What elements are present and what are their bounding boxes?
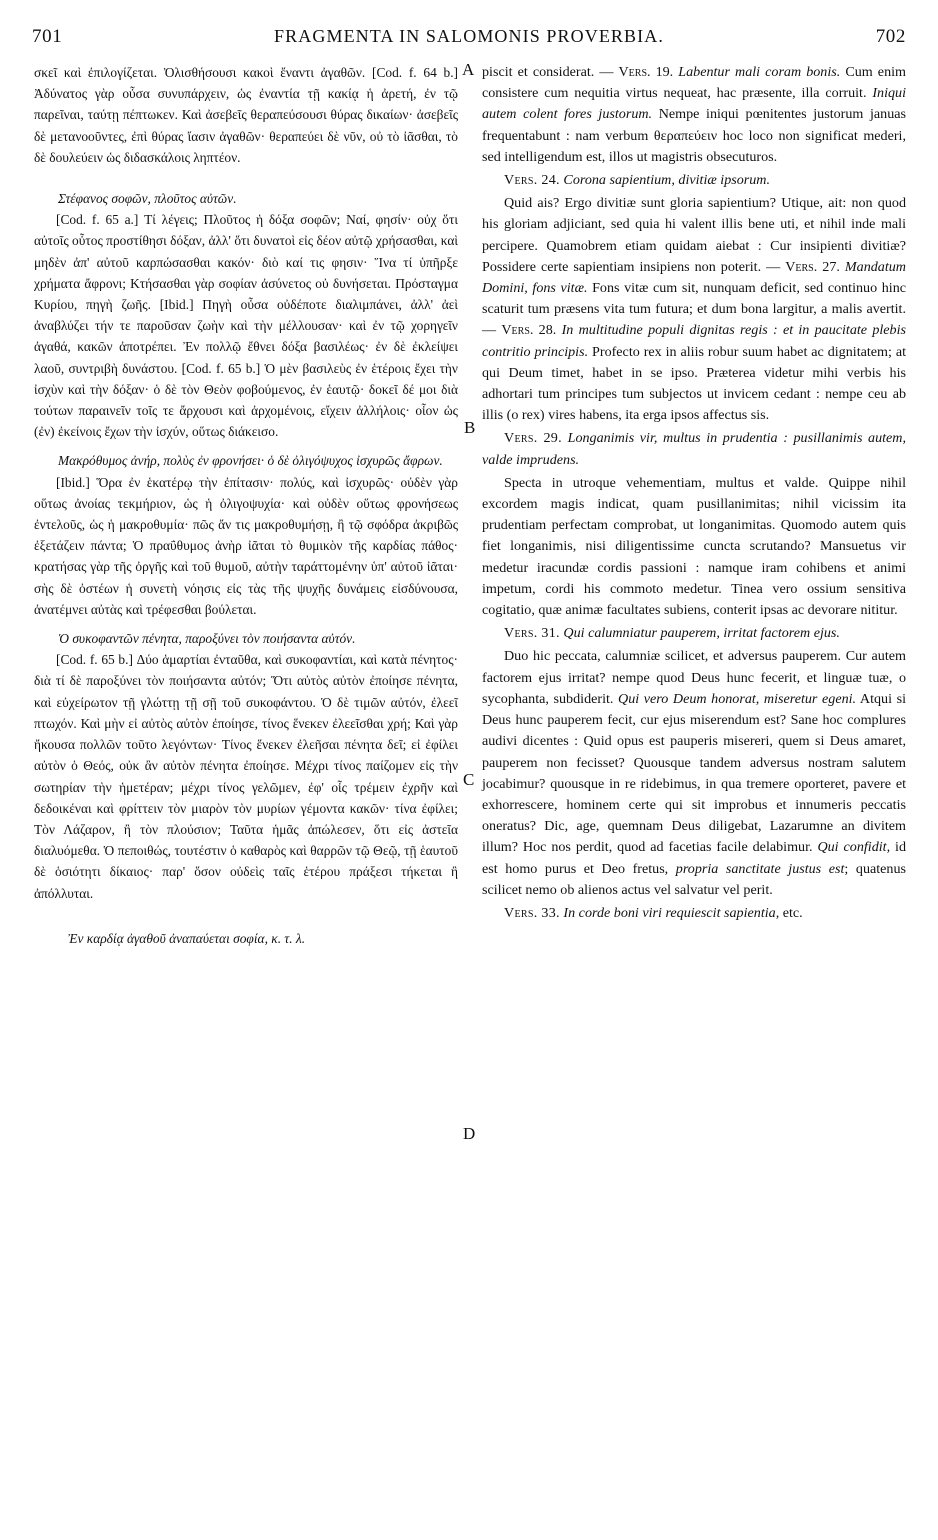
latin-text: Profecto rex in aliis robur suum habet ac dignitatem; at qui Deum timet, habet in se ipso. Præterea videtur mihi verbis his adhortari tum principes tum subjectos ut invicem cedant : nempe ceu ab illis (o rex) vires habens, ita erga ipsos affectus sis. bbox=[482, 343, 907, 424]
latin-lemma: Corona sapientium, divitiæ ipsorum. bbox=[563, 172, 771, 189]
running-head bbox=[32, 26, 906, 56]
latin-lemma: Labentur mali coram bonis. bbox=[673, 64, 841, 80]
latin-verse-heading bbox=[482, 428, 906, 470]
latin-text: Atqui si Deus hunc pauperem fecit, cur ejus miserendum est? Sane hoc complures audivi dicentes : Quid opus est pauperis misereri, quem si Deus amaret, pauperem non fecisset? Quousque tandem adversus nostram salutem jocabimur? quousque in re ridebimus, in qua tremere oporteret, pavere et exhorrescere, hominem certe qui sit improbus et innumeris peccatis oneratus? Dic, age, quemnam Deus diligebat, Lazarumne an divitem illum? Hoc nos perdit, quod ad facetias facile delabimur. bbox=[482, 690, 906, 856]
latin-lemma: Iniqui autem colent fores justorum. bbox=[482, 85, 906, 123]
latin-lemma: In multitudine populi dignitas regis : et in paucitate plebis contritio principis. bbox=[482, 322, 906, 360]
latin-text: etc. bbox=[779, 904, 803, 921]
latin-lemma: Mandatum Domini, fons vitæ. bbox=[482, 258, 906, 297]
latin-lemma: In corde boni viri requiescit sapientia, bbox=[563, 904, 780, 921]
latin-lemma: propria sanctitate justus est bbox=[675, 860, 845, 877]
latin-text: piscit et considerat. — bbox=[482, 64, 619, 80]
right-page-number: 702 bbox=[875, 26, 906, 47]
margin-letter-a: A bbox=[462, 60, 475, 79]
greek-closing-verse: Ἐν καρδίᾳ ἀγαθοῦ ἀναπαύεται σοφία, κ. τ. λ. bbox=[68, 930, 306, 946]
margin-letter-b: B bbox=[464, 418, 476, 437]
latin-text: Cum enim consistere cum nequitia virtus nequeat, hac præsente, illa corruit. bbox=[482, 64, 906, 102]
running-title: FRAGMENTA IN SALOMONIS PROVERBIA. bbox=[274, 26, 664, 46]
verse-label: Vers. 19. bbox=[618, 64, 674, 80]
latin-lemma: Qui vero Deum honorat, miseretur egeni. bbox=[618, 690, 857, 707]
latin-paragraph bbox=[482, 646, 906, 900]
latin-lemma: Qui calumniatur pauperem, irritat factorem ejus. bbox=[563, 625, 840, 642]
greek-paragraph: [Cod. f. 65 a.] Τί λέγεις; Πλοῦτος ἡ δόξα σοφῶν; Ναί, φησίν· οὐχ ὅτι αὐτοῖς οὗτος προστίθησι δόξαν, ἀλλ' ὅτι δυνατοὶ εἰς δέον αὐτῷ χρήσασθαι, καὶ μηδὲν ἀπ' αὐτοῦ καρπώσασθαι κακόν· διὸ καί τις φησιν· Ἵνα τί ὑπῆρξε χρήματα ἄφρονι; Κτήσασθαι γὰρ σοφίαν ἀσύνετος οὐ δυνήσεται. Πρόσταγμα Κυρίου, πηγὴ ζωῆς. [Ibid.] Πηγὴ οὖσα οὐδέποτε διαλιμπάνει, ἀλλ' ἀεὶ ἀναβλύζει τήν τε παροῦσαν ζωὴν καὶ τὴν μέλλουσαν· καὶ ἐν τῷ χορηγεῖν ἀγαθά, κακῶν ἀποτρέπει. Ἐν πολλῷ ἔθνει δόξα βασιλέως· ἐν δὲ ἐκλείψει λαοῦ, συντριβὴ δυνάστου. [Cod. f. 65 b.] Ὁ μὲν βασιλεὺς ἐν ἑτέροις ἔχει τὴν ἰσχὺν καὶ τὴν δόξαν· ὁ δὲ τὸν Θεὸν φοβούμενος, ἐν ἑαυτῷ· δοκεῖ δέ μοι διὰ τούτων παραινεῖν τοῖς τε ἄρχουσι καὶ ἀρχομένοις, εἴχειν ἀλλήλοις· οἷον ὡς (ἐν) ἐκείνοις ἔχων τὴν ἰσχύν, οὕτως διάκεισο. bbox=[34, 212, 458, 440]
margin-letter-d: D bbox=[463, 1124, 476, 1143]
verse-label: Vers. 24. bbox=[504, 172, 560, 189]
latin-verse-heading bbox=[482, 170, 906, 191]
latin-text: Nempe iniqui pœnitentes justorum januas frequentabunt : nam verbum θεραπεύειν hoc loco non significat mederi, sed intelligendum est, illos ut magistris obsecuturos. bbox=[482, 106, 906, 165]
latin-paragraph: Specta in utroque vehementiam, multus et valde. Quippe nihil excordem magis indicat, quam pusillanimitas; nihil vicissim ita prudentiam perfectam comprobat, ut longanimitas. Quomodo autem quis fiet longanimis, nisi diligentissime cuncta scrutando? Mansuetus vir medetur iracundæ cordis passioni : namque iram cohibens et animi impetum, cordi his commoto medetur. Tinea vero ossium sensitiva cogitatio, quæ animæ facultates subiens, conterit ipsas ac devorare nititur. bbox=[482, 474, 906, 619]
greek-verse-heading: Μακρόθυμος ἀνήρ, πολὺς ἐν φρονήσει· ὁ δὲ ὀλιγόψυχος ἰσχυρῶς ἄφρων. bbox=[58, 453, 443, 469]
latin-text: ; quatenus scilicet nemo ob alienos actus vel salvatur vel perit. bbox=[482, 860, 906, 898]
latin-lemma: Qui confidit, bbox=[817, 839, 891, 856]
greek-verse-heading: Στέφανος σοφῶν, πλοῦτος αὐτῶν. bbox=[58, 191, 237, 207]
latin-column bbox=[482, 62, 906, 924]
latin-lemma: Longanimis vir, multus in prudentia : pusillanimis autem, valde imprudens. bbox=[482, 430, 907, 468]
latin-text: Fons vitæ cum sit, nunquam deficit, sed continuo hinc scaturit tum præsens vita tum futura; et dum bona largitur, a malis avertit. — bbox=[482, 280, 906, 339]
verse-label: Vers. 31. bbox=[504, 625, 560, 642]
latin-text: Duo hic peccata, calumniæ scilicet, et adversus pauperem. Cur autem factorem ejus irritat? nempe quod Deus hunc fecerit, et linguæ tuæ, o sycophanta, subdiderit. bbox=[482, 648, 906, 707]
margin-letter-c: C bbox=[463, 770, 475, 789]
verse-label: Vers. 27. bbox=[785, 258, 840, 275]
greek-paragraph: [Cod. f. 65 b.] Δύο ἁμαρτίαι ἐνταῦθα, καὶ συκοφαντίαι, καὶ κατὰ πένητος· διὰ τί δὲ παροξύνει τὸν ποιήσαντα αὐτόν; Ὅτι αὐτὸς αὐτὸν ἐποίησε πένητα, καὶ εὐχείρωτον τῇ γλώττῃ τῇ σῇ τοῦ συκοφάντου. Ὁ δὲ τιμῶν αὐτόν, ἐλεεῖ πτωχόν. Καὶ μὴν εἰ αὐτὸς αὐτὸν ἐποίησε, τίνος ἕνεκεν ἐλεεῖσθαι χρή; Καὶ γὰρ ἤκουσα πολλῶν τοῦτο λεγόντων· Τίνος ἕνεκεν ἐλεῆσαι πένητα δεῖ; εἰ ἐφίλει αὐτὸν ὁ Θεός, οὐκ ἂν αὐτὸν πένητα ἐποίησε. Μέχρι τίνος παίζομεν εἰς τὴν σωτηρίαν τὴν ἡμετέραν; μέχρι τίνος γελῶμεν, ἐφ' οἷς τρέμειν ἐχρῆν καὶ δεδοικέναι καὶ φρίττειν τὸν μιαρὸν τὸν μυρίων γέμοντα κακῶν· τίνα ἐφίλει; Τὸν Λάζαρον, ἢ τὸν πλούσιον; Ταῦτα ἡμᾶς ἀπώλεσεν, ὅτι εἰς ἀστεῖα διαλυόμεθα. Ὁ πεποιθώς, τουτέστιν ὁ καθαρὸς καὶ θαρρῶν τῷ Θεῷ, τῇ ἑαυτοῦ δὲ ὁσιότητι δίκαιος· παρ' ὅσον οὐδεὶς ταῖς ἑτέρου πράξεσι τήκεται ἢ ἀπόλλυται. bbox=[34, 652, 458, 901]
latin-paragraph bbox=[482, 62, 906, 168]
latin-verse-heading bbox=[482, 623, 906, 644]
greek-paragraph: σκεῖ καὶ ἐπιλογίζεται. Ὀλισθήσουσι κακοὶ ἔναντι ἀγαθῶν. [Cod. f. 64 b.] Ἀδύνατος γὰρ οὖσα συνυπάρχειν, ὡς ἐναντία τῇ κακίᾳ ἡ ἀρετή, ἐν τῷ παρεῖναι, ταύτῃ πέπτωκεν. Καὶ ἀσεβεῖς θεραπεύσουσι θύρας δικαίων· ἀσεβεῖς δὲ μετανοοῦντες, ἐπὶ θύρας ἴασιν ἀγαθῶν· θεραπεύει δὲ νῦν, οὐ τὸ ἰᾶσθαι, τὸ δὲ δουλεύειν ὡς διδασκάλοις ληπτέον. bbox=[34, 65, 458, 165]
verse-label: Vers. 29. bbox=[504, 430, 562, 447]
greek-column bbox=[34, 62, 458, 949]
verse-label: Vers. 28. bbox=[501, 322, 557, 339]
left-page-number: 701 bbox=[32, 26, 63, 47]
greek-paragraph: [Ibid.] Ὅρα ἐν ἑκατέρῳ τὴν ἐπίτασιν· πολύς, καὶ ἰσχυρῶς· οὐδὲν γὰρ οὕτως ἀνοίας τεκμήριον, ὡς ἡ ὀλιγοψυχία· καὶ οὐδὲν οὕτως φρονήσεως ἐντελοῦς, ὡς ἡ μακροθυμία· πῶς ἄν τις μακροθυμήσῃ, ἢ τῷ σφόδρα ἀκριβῶς ἐξετάζειν πάντα; Ὁ πραΰθυμος ἀνὴρ ἰᾶται τὸ θυμικὸν τῆς καρδίας πάθος· κρατήσας γὰρ τῆς ὀργῆς καὶ τοῦ θυμοῦ, αὐτὴν ταράττομένην ὑπ' αὐτοῦ ἰᾶται· σὴς δὲ ὀστέων ἡ συνετὴ νόησις εἰς τὰς τῆς ψυχῆς δυνάμεις εἰσδύνουσα, ἀνατέμνει αὐτὰς καὶ τρέφεσθαι βούλεται. bbox=[34, 474, 458, 617]
latin-text: Quid ais? Ergo divitiæ sunt gloria sapientium? Utique, ait: non quod his gloriam adjiciant, sed quia hi valent illis bene uti, et nihil inde mali percipere. Quamobrem etiam quidam aiebat : Cur insipienti divitiæ? Possidere certe sapientiam insipiens non poterit. — bbox=[482, 195, 906, 275]
latin-verse-heading bbox=[482, 903, 906, 924]
latin-paragraph bbox=[482, 193, 906, 426]
latin-text: id est homo purus et Deo fretus, bbox=[482, 839, 906, 877]
verse-label: Vers. 33. bbox=[504, 904, 560, 921]
greek-verse-heading: Ὁ συκοφαντῶν πένητα, παροξύνει τὸν ποιήσαντα αὐτόν. bbox=[58, 631, 356, 647]
